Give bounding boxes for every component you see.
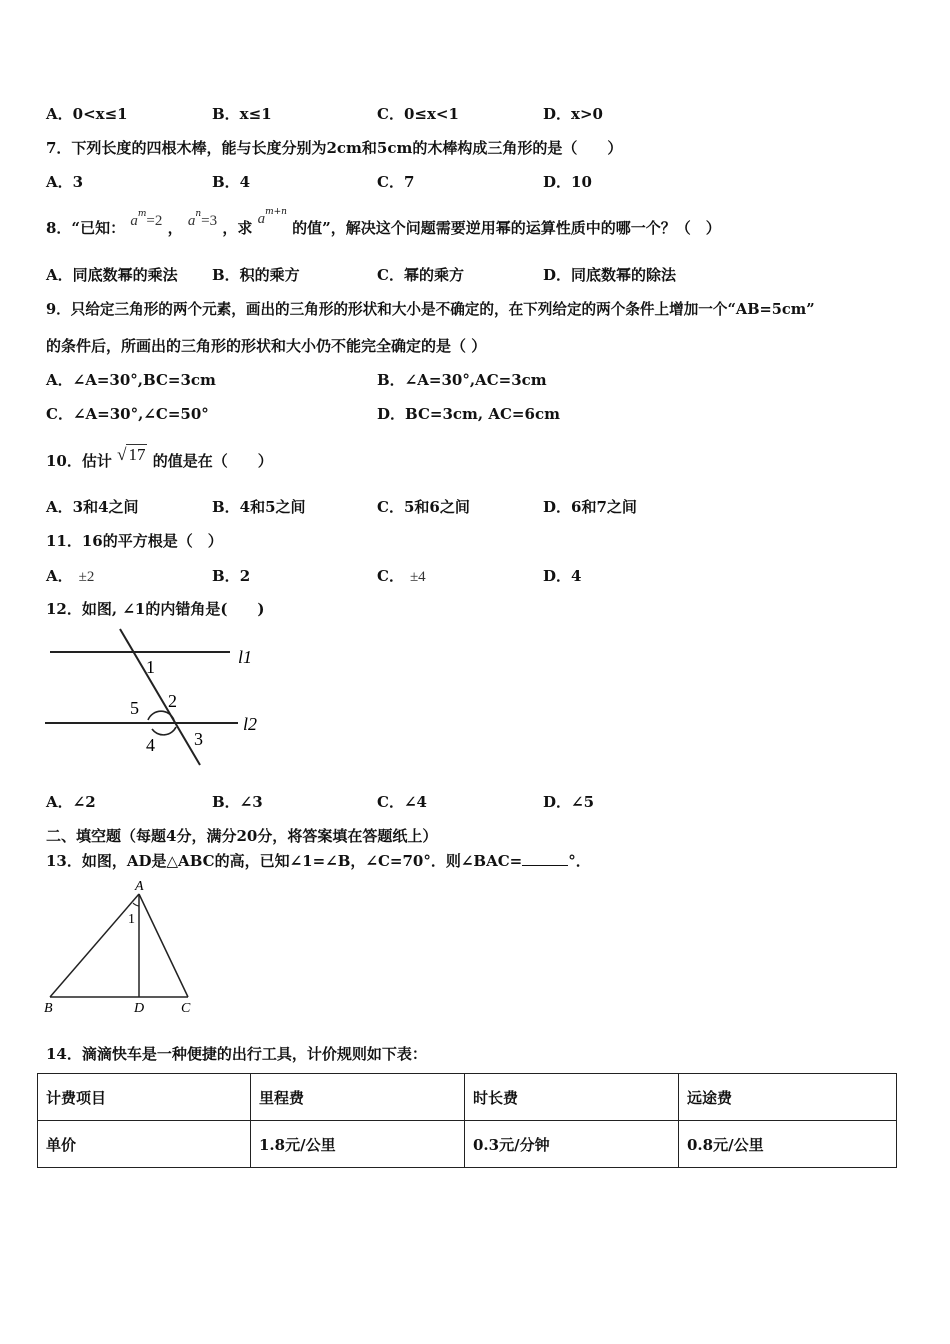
q10-option-c: C．5和6之间: [377, 498, 470, 516]
q10-option-b: B．4和5之间: [212, 498, 306, 516]
table-row: [38, 1121, 897, 1168]
q13-prefix: 13．如图，AD是△ABC的高，已知∠1=∠B，∠C=70°．则∠BAC=: [46, 852, 523, 870]
q7-option-a: A．3: [46, 173, 84, 191]
q7-option-b: B．4: [212, 173, 251, 191]
q13-suffix: °．: [568, 852, 591, 870]
q6-option-a: A．0<x≤1: [46, 105, 128, 123]
q8-suffix: 的值”，解决这个问题需要逆用幂的运算性质中的哪一个？（ ）: [292, 219, 721, 237]
q11-option-c: C． ±4: [377, 567, 426, 585]
q9-option-a: A．∠A=30°,BC=3cm: [46, 371, 216, 389]
q9-option-b: B．∠A=30°,AC=3cm: [377, 371, 547, 389]
q10-option-d: D．6和7之间: [543, 498, 637, 516]
q10-stem: [46, 445, 273, 471]
q8-option-a: A．同底数幂的乘法: [46, 266, 178, 284]
table-cell: 0.3元/分钟: [465, 1121, 679, 1168]
table-cell: 1.8元/公里: [251, 1121, 465, 1168]
label-c: C: [181, 1001, 191, 1016]
q14-stem: 14．滴滴快车是一种便捷的出行工具，计价规则如下表：: [46, 1045, 427, 1063]
label-b: B: [44, 1001, 53, 1016]
q12-stem: 12．如图, ∠1的内错角是( ): [46, 600, 265, 618]
q11-option-a: A． ±2: [46, 567, 95, 585]
q7-stem: 7．下列长度的四根木棒，能与长度分别为2cm和5cm的木棒构成三角形的是（ ）: [46, 139, 623, 157]
q8-separator: ，: [167, 219, 183, 237]
q9-stem-line1: 9．只给定三角形的两个元素，画出的三角形的形状和大小是不确定的，在下列给定的两个条件上增加一个“AB=5cm”: [46, 301, 815, 318]
q10-option-a: A．3和4之间: [46, 498, 139, 516]
table-cell: 0.8元/公里: [679, 1121, 897, 1168]
table-header-row: [38, 1074, 897, 1121]
q6-option-d: D．x>0: [543, 105, 603, 123]
table-header-cell: 时长费: [465, 1074, 679, 1121]
q10-suffix: 的值是在（ ）: [152, 452, 273, 470]
q9-option-d: D．BC=3cm, AC=6cm: [377, 405, 560, 423]
q13-figure: [40, 876, 210, 1018]
q8-prefix: 8．“已知：: [46, 219, 126, 237]
label-l2: l2: [243, 714, 258, 734]
label-angle-2: 2: [168, 691, 177, 711]
angle-arc-1: [133, 903, 139, 906]
q10-sqrt: √ 17: [117, 445, 146, 464]
q8-option-c: C．幂的乘方: [377, 266, 464, 284]
q10-prefix: 10．估计: [46, 452, 112, 470]
q8-formula-an: $a^n=3$: [187, 209, 218, 229]
label-angle-3: 3: [194, 729, 203, 749]
side-ab: [50, 894, 139, 997]
q6-option-c: C．0≤x<1: [377, 105, 459, 123]
q8-option-d: D．同底数幂的除法: [543, 266, 677, 284]
label-angle-5: 5: [130, 698, 139, 718]
q8-option-b: B．积的乘方: [212, 266, 300, 284]
section-2-heading: 二、填空题（每题4分，满分20分，将答案填在答题纸上）: [46, 827, 438, 845]
q9-option-c: C．∠A=30°,∠C=50°: [46, 405, 209, 423]
q8-stem: [46, 207, 721, 238]
q12-option-b: B．∠3: [212, 793, 263, 811]
side-ac: [139, 894, 188, 997]
transversal-line: [120, 629, 200, 765]
label-angle-1: 1: [128, 912, 135, 927]
q11-option-b: B．2: [212, 567, 251, 585]
label-d: D: [134, 1001, 145, 1016]
q8-formula-amn: $a^{m+n}$: [257, 207, 287, 227]
q9-stem-line2: 的条件后，所画出的三角形的形状和大小仍不能完全确定的是（ ）: [46, 337, 487, 355]
angle-arc-4: [152, 727, 176, 735]
q12-option-c: C．∠4: [377, 793, 427, 811]
table-cell: 单价: [38, 1121, 251, 1168]
table-header-cell: 计费项目: [38, 1074, 251, 1121]
table-header-cell: 里程费: [251, 1074, 465, 1121]
q7-option-d: D．10: [543, 173, 592, 191]
label-angle-4: 4: [146, 735, 155, 755]
q11-stem: 11．16的平方根是（ ）: [46, 532, 223, 550]
table-header-cell: 远途费: [679, 1074, 897, 1121]
q12-option-d: D．∠5: [543, 793, 595, 811]
q7-option-c: C．7: [377, 173, 415, 191]
q8-mid: ，求: [222, 219, 253, 237]
q8-formula-am: $a^m=2$: [130, 209, 163, 229]
label-a: A: [135, 879, 144, 894]
q13-stem: [46, 850, 591, 871]
q12-figure: [40, 625, 280, 770]
q11-option-d: D．4: [543, 567, 582, 585]
q13-answer-blank[interactable]: [522, 853, 568, 866]
q12-option-a: A．∠2: [46, 793, 96, 811]
label-angle-1: 1: [146, 657, 155, 677]
q6-option-b: B．x≤1: [212, 105, 272, 123]
label-l1: l1: [238, 647, 253, 667]
pricing-table: [37, 1073, 897, 1168]
